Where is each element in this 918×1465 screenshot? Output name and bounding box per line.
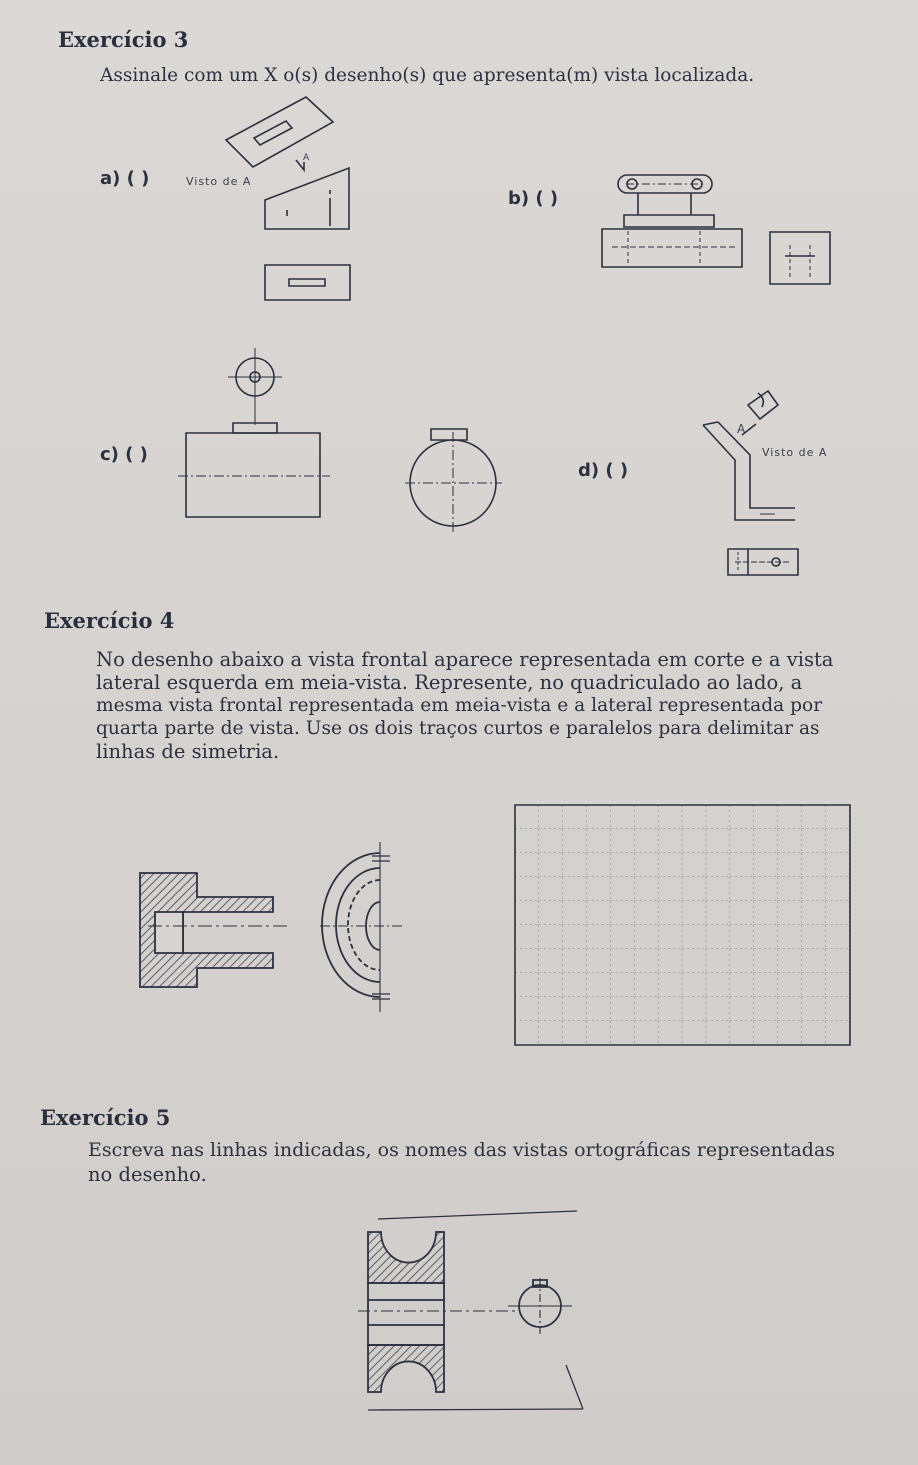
- option-a-checkbox[interactable]: a) ( ): [100, 168, 150, 189]
- exercise-5-line-1: Escreva nas linhas indicadas, os nomes das vistas ortográficas representadas: [88, 1139, 836, 1161]
- exercise-4-line-1: No desenho abaixo a vista frontal aparece representada em corte e a vista: [96, 648, 834, 671]
- option-b-checkbox[interactable]: b) ( ): [508, 188, 559, 209]
- exercise-4-line-2: lateral esquerda em meia-vista. Represente, no quadriculado ao lado, a: [96, 671, 803, 694]
- option-d-visto-label: Visto de A: [762, 446, 828, 459]
- option-a-arrow-label: A: [303, 153, 311, 163]
- option-d-checkbox[interactable]: d) ( ): [578, 460, 629, 481]
- exercise-3-instruction: Assinale com um X o(s) desenho(s) que apresenta(m) vista localizada.: [100, 65, 755, 86]
- option-c-checkbox[interactable]: c) ( ): [100, 444, 148, 465]
- exercise-4-line-5: linhas de simetria.: [96, 740, 280, 763]
- exercise-4-line-3: mesma vista frontal representada em meia-vista e a lateral representada por: [96, 695, 823, 716]
- exercise-5-title: Exercício 5: [40, 1105, 171, 1130]
- exercise-4-line-4: quarta parte de vista. Use os dois traços curtos e paralelos para delimitar as: [96, 718, 820, 739]
- option-d-arrow-label: A: [737, 422, 747, 436]
- exercise-5-line-2: no desenho.: [88, 1163, 207, 1186]
- option-a-visto-label: Visto de A: [186, 175, 252, 188]
- exercise-3-title: Exercício 3: [58, 27, 189, 52]
- exercise-4-title: Exercício 4: [44, 608, 175, 633]
